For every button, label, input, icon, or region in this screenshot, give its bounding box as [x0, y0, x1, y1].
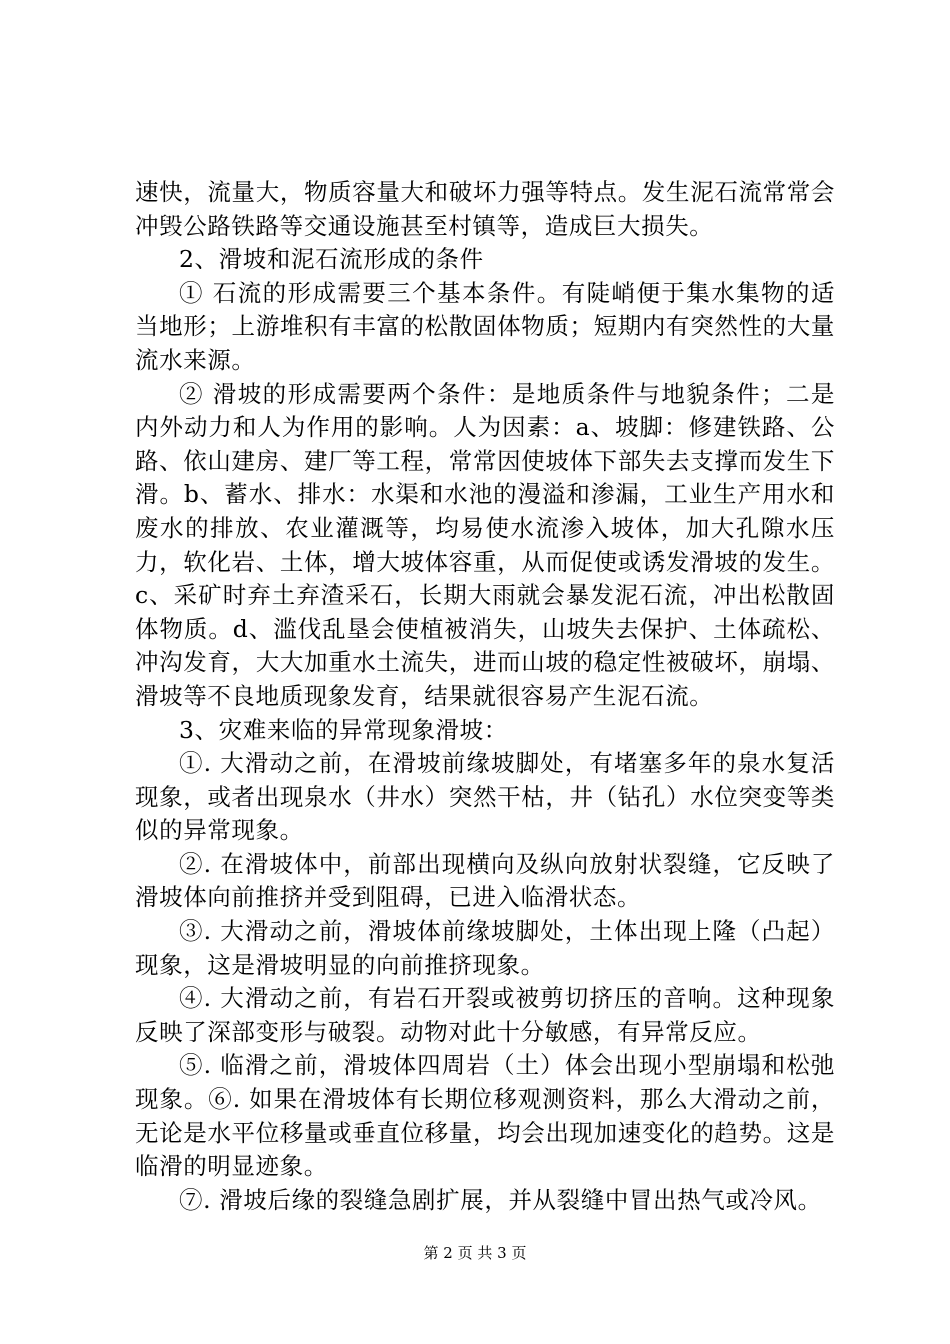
paragraph: ① 石流的形成需要三个基本条件。有陡峭便于集水集物的适当地形；上游堆积有丰富的松散固体物质；短期内有突然性的大量流水来源。	[135, 278, 835, 374]
list-item: ②. 在滑坡体中，前部出现横向及纵向放射状裂缝，它反映了滑坡体向前推挤并受到阻碍，已进入临滑状态。	[135, 849, 835, 912]
list-item: ④. 大滑动之前，有岩石开裂或被剪切挤压的音响。这种现象反映了深部变形与破裂。动物对此十分敏感，有异常反应。	[135, 984, 835, 1046]
paragraph: 速快，流量大，物质容量大和破坏力强等特点。发生泥石流常常会冲毁公路铁路等交通设施甚至村镇等，造成巨大损失。	[135, 178, 835, 240]
list-item: ①. 大滑动之前，在滑坡前缘坡脚处，有堵塞多年的泉水复活现象，或者出现泉水（井水）突然干枯，井（钻孔）水位突变等类似的异常现象。	[135, 749, 835, 845]
page-number: 第 2 页 共 3 页	[423, 1244, 527, 1262]
section-heading-conditions: 2、滑坡和泥石流形成的条件	[179, 245, 484, 274]
list-item: ⑦. 滑坡后缘的裂缝急剧扩展，并从裂缝中冒出热气或冷风。	[179, 1185, 822, 1214]
document-body	[135, 176, 835, 1217]
list-item: ⑤. 临滑之前，滑坡体四周岩（土）体会出现小型崩塌和松弛现象。⑥. 如果在滑坡体有长期位移观测资料，那么大滑动之前，无论是水平位移量或垂直位移量，均会出现加速变化的趋势。这是临滑的明显迹象。	[135, 1051, 835, 1181]
list-item: ③. 大滑动之前，滑坡体前缘坡脚处，土体出现上隆（凸起）现象，这是滑坡明显的向前推挤现象。	[135, 917, 835, 979]
section-heading-warning-signs: 3、灾难来临的异常现象滑坡：	[179, 715, 508, 744]
paragraph: ② 滑坡的形成需要两个条件：是地质条件与地貌条件；二是内外动力和人为作用的影响。人为因素：a、坡脚：修建铁路、公路、依山建房、建厂等工程，常常因使坡体下部失去支撑而发生下滑。b、蓄水、排水：水渠和水池的漫溢和渗漏，工业生产用水和废水的排放、农业灌溉等，均易使水流渗入坡体，加大孔隙水压力，软化岩、土体，增大坡体容重，从而促使或诱发滑坡的发生。c、采矿时弃土弃渣采石，长期大雨就会暴发泥石流，冲出松散固体物质。d、滥伐乱垦会使植被消失，山坡失去保护、土体疏松、冲沟发育，大大加重水土流失，进而山坡的稳定性被破坏，崩塌、滑坡等不良地质现象发育，结果就很容易产生泥石流。	[135, 379, 835, 710]
